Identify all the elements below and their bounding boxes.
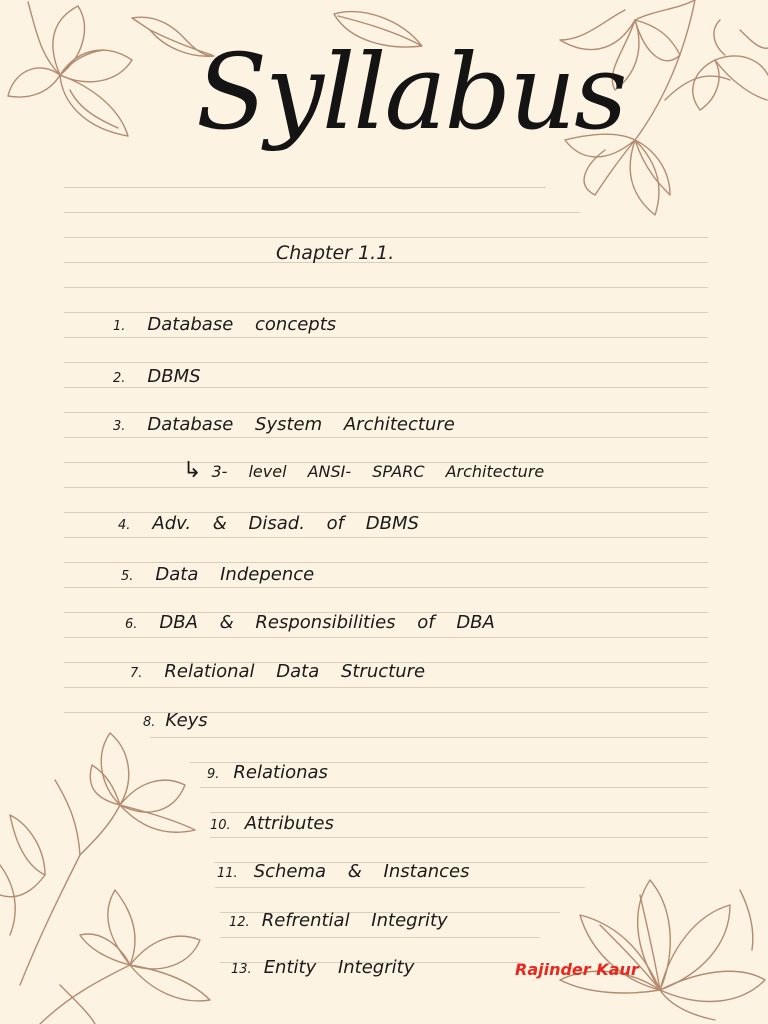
list-item xyxy=(130,661,425,682)
rule-line xyxy=(64,487,708,488)
list-item xyxy=(125,612,495,633)
rule-line xyxy=(64,537,708,538)
rule-line xyxy=(64,337,708,338)
item-number: 9. xyxy=(207,767,220,782)
list-sub-item xyxy=(183,458,544,483)
rule-line xyxy=(64,362,708,363)
list-item xyxy=(217,861,469,882)
item-text: Database concepts xyxy=(147,314,337,335)
rule-line xyxy=(64,187,546,188)
rule-line xyxy=(64,412,708,413)
floral-bottom-left xyxy=(0,725,240,1024)
item-number: 3. xyxy=(113,419,126,434)
rule-line xyxy=(200,787,708,788)
rule-line xyxy=(64,587,708,588)
list-item xyxy=(113,314,336,335)
rule-line xyxy=(64,687,708,688)
rule-line xyxy=(64,237,708,238)
item-number: 6. xyxy=(125,617,138,632)
list-item xyxy=(113,414,455,435)
rule-line xyxy=(64,437,708,438)
floral-bottom-right xyxy=(540,870,768,1024)
item-number: 4. xyxy=(118,518,131,533)
rule-line xyxy=(64,637,708,638)
item-text: Attributes xyxy=(244,813,334,834)
rule-line xyxy=(64,287,708,288)
list-item xyxy=(207,762,328,783)
item-number: 2. xyxy=(113,371,126,386)
rule-line xyxy=(64,387,708,388)
item-text: Keys xyxy=(165,710,208,731)
item-number: 11. xyxy=(217,866,238,881)
list-item xyxy=(231,957,414,978)
list-item xyxy=(143,710,208,731)
item-text: Data Indepence xyxy=(155,564,315,585)
list-item xyxy=(229,910,448,931)
rule-line xyxy=(215,887,585,888)
list-item xyxy=(113,366,201,387)
item-text: 3- level ANSI- SPARC Architecture xyxy=(211,462,545,481)
rule-line xyxy=(210,837,708,838)
chapter-heading: Chapter 1.1. xyxy=(276,242,395,264)
item-text: DBA & Responsibilities of DBA xyxy=(159,612,495,633)
item-number: 1. xyxy=(113,319,126,334)
item-text: Schema & Instances xyxy=(253,861,470,882)
item-text: Database System Architecture xyxy=(147,414,455,435)
author-signature: Rajinder Kaur xyxy=(515,960,639,979)
item-text: Refrential Integrity xyxy=(261,910,448,931)
item-text: Adv. & Disad. of DBMS xyxy=(152,513,419,534)
list-item xyxy=(210,813,334,834)
arrow-icon: ↳ xyxy=(183,458,202,483)
item-number: 12. xyxy=(229,915,250,930)
rule-line xyxy=(220,937,540,938)
page-title: Syllabus xyxy=(196,31,626,153)
item-text: Relational Data Structure xyxy=(164,661,426,682)
item-number: 10. xyxy=(210,818,231,833)
item-text: Relationas xyxy=(233,762,328,783)
item-number: 13. xyxy=(231,962,252,977)
item-text: DBMS xyxy=(147,366,201,387)
rule-line xyxy=(64,562,708,563)
item-number: 8. xyxy=(143,715,156,730)
list-item xyxy=(118,513,419,534)
rule-line xyxy=(64,312,708,313)
rule-line xyxy=(64,212,580,213)
list-item xyxy=(121,564,314,585)
item-number: 5. xyxy=(121,569,134,584)
item-text: Entity Integrity xyxy=(263,957,415,978)
item-number: 7. xyxy=(130,666,143,681)
